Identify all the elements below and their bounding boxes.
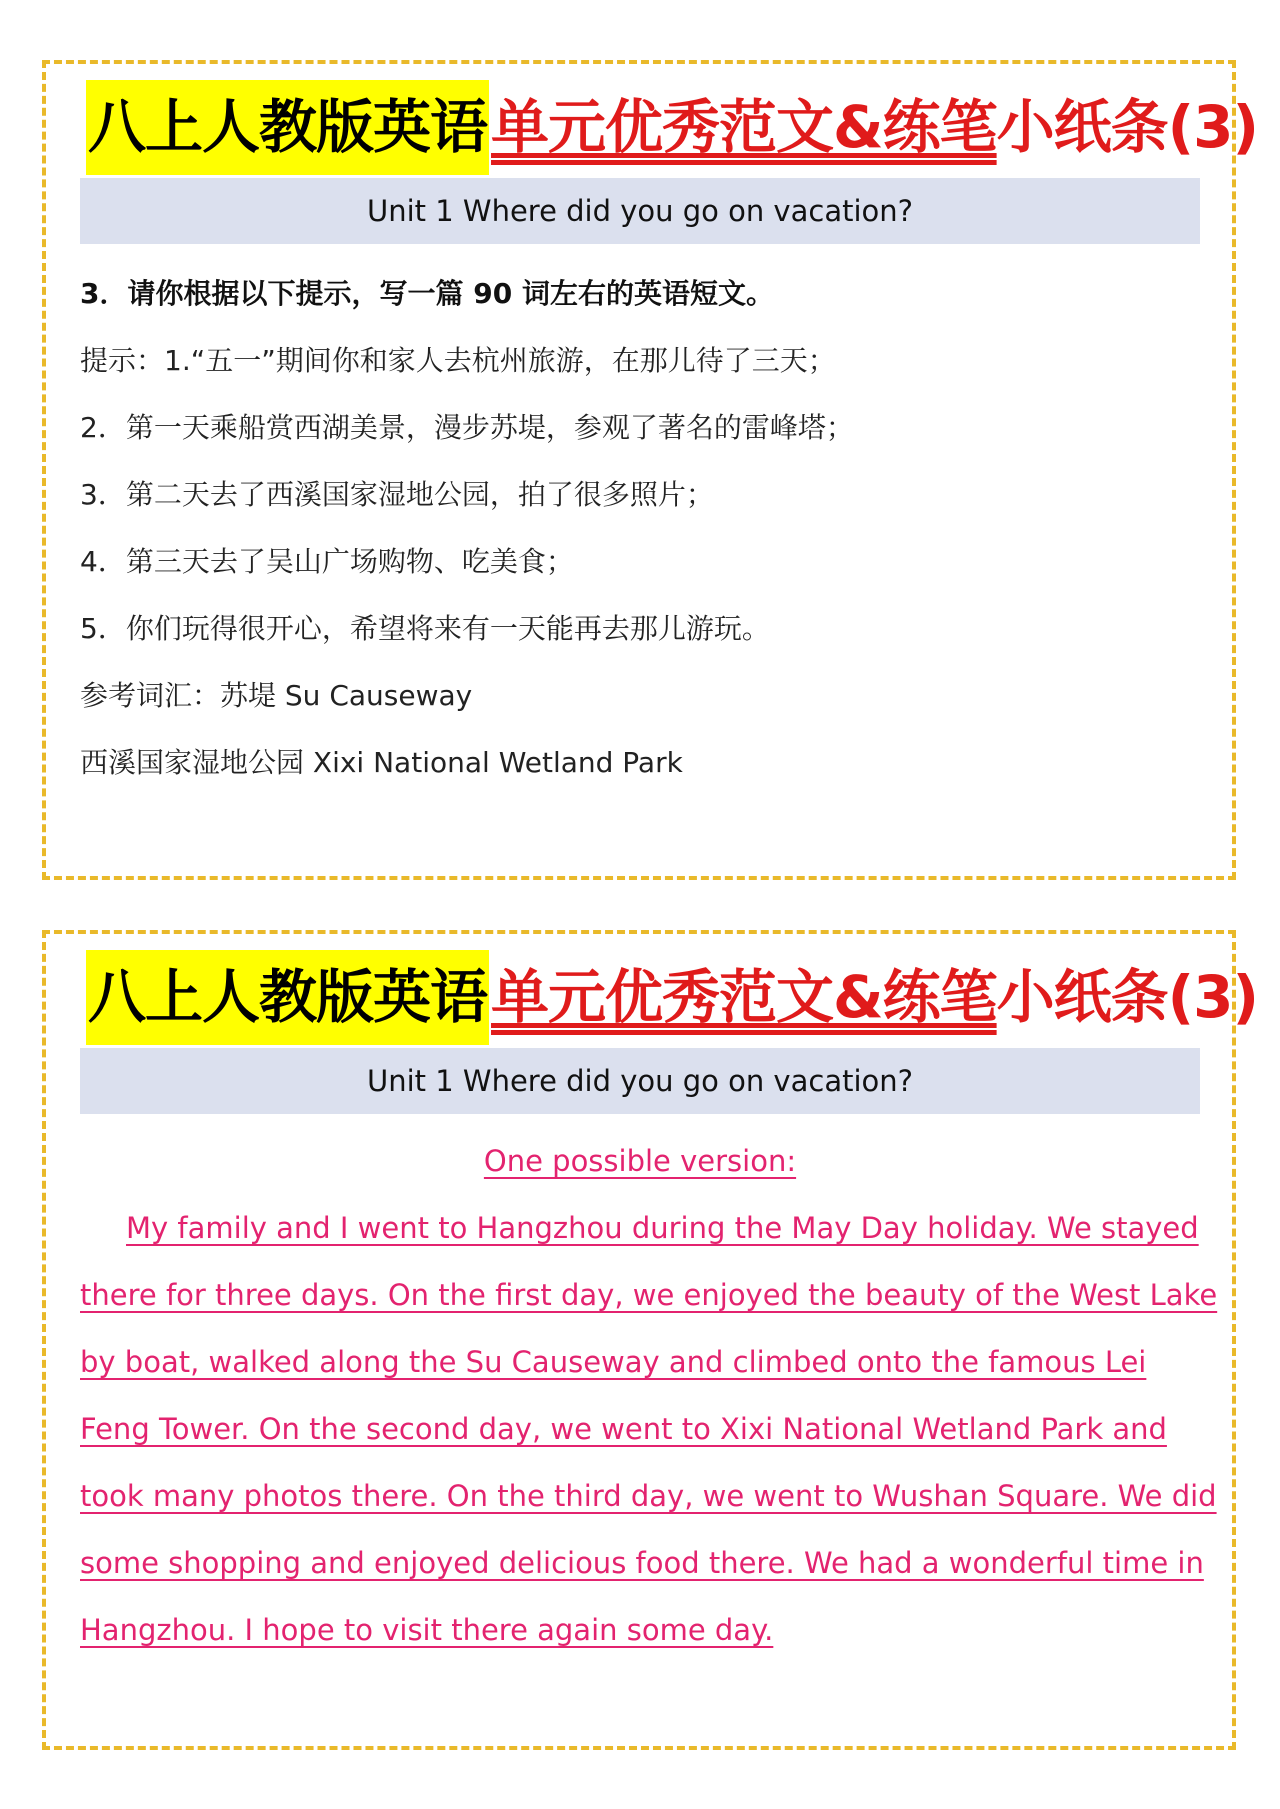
- prompt-line: 5．你们玩得很开心，希望将来有一天能再去那儿游玩。: [80, 612, 770, 645]
- title-red-tail: 小纸条(3): [996, 963, 1258, 1031]
- essay-line: by boat, walked along the Su Causeway and climbed onto the famous Lei: [80, 1345, 1147, 1379]
- card-title: [86, 80, 1258, 175]
- essay-line: there for three days. On the first day, we enjoyed the beauty of the West Lake: [80, 1278, 1218, 1312]
- title-highlighted: 八上人教版英语: [86, 950, 489, 1045]
- title-red-underlined: 单元优秀范文&练笔: [491, 93, 997, 161]
- title-red-tail: 小纸条(3): [996, 93, 1258, 161]
- prompt-instruction: 3．请你根据以下提示，写一篇 90 词左右的英语短文。: [80, 277, 774, 310]
- vocab-line: 西溪国家湿地公园 Xixi National Wetland Park: [80, 746, 683, 779]
- unit-banner: Unit 1 Where did you go on vacation?: [80, 1048, 1200, 1114]
- essay-line: took many photos there. On the third day, we went to Wushan Square. We did: [80, 1479, 1217, 1513]
- essay-line: My family and I went to Hangzhou during the May Day holiday. We stayed: [126, 1211, 1199, 1245]
- essay-line: Feng Tower. On the second day, we went to Xixi National Wetland Park and: [80, 1412, 1167, 1446]
- title-red: [489, 950, 1258, 1045]
- title-red: [489, 80, 1258, 175]
- title-highlighted: 八上人教版英语: [86, 80, 489, 175]
- essay-card: [42, 930, 1258, 1750]
- prompt-body: [80, 260, 1200, 796]
- prompt-line: 提示：1.“五一”期间你和家人去杭州旅游，在那儿待了三天；: [80, 344, 836, 377]
- vocab-line: 参考词汇：苏堤 Su Causeway: [80, 679, 473, 712]
- essay-line: some shopping and enjoyed delicious food there. We had a wonderful time in: [80, 1546, 1204, 1580]
- essay-body: [80, 1128, 1218, 1664]
- prompt-line: 4．第三天去了吴山广场购物、吃美食；: [80, 545, 574, 578]
- essay-line: Hangzhou. I hope to visit there again some day.: [80, 1613, 774, 1647]
- prompt-line: 3．第二天去了西溪国家湿地公园，拍了很多照片；: [80, 478, 714, 511]
- essay-heading: One possible version:: [483, 1144, 797, 1178]
- title-red-underlined: 单元优秀范文&练笔: [491, 963, 997, 1031]
- prompt-line: 2．第一天乘船赏西湖美景，漫步苏堤，参观了著名的雷峰塔；: [80, 411, 854, 444]
- prompt-card: [42, 60, 1258, 880]
- unit-banner: Unit 1 Where did you go on vacation?: [80, 178, 1200, 244]
- card-title: [86, 950, 1258, 1045]
